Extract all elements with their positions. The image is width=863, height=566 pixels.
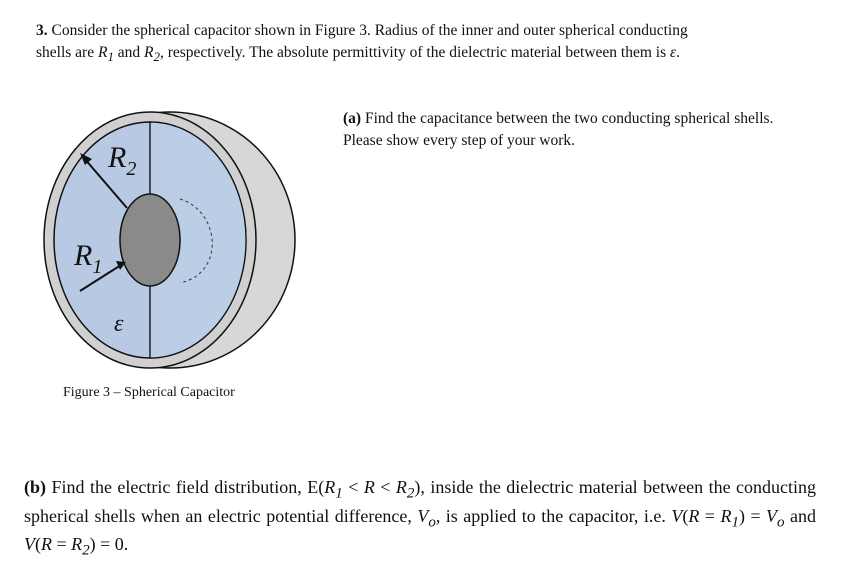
part-b-m2: R [363, 477, 375, 497]
r1-subscript: 1 [107, 49, 114, 65]
part-b-m6: R [688, 505, 700, 526]
part-b-t9: and [784, 505, 816, 526]
r2-label: $R_2$ [108, 141, 137, 180]
part-b-m3-letter: R [395, 477, 407, 497]
capacitor-diagram [30, 95, 310, 385]
part-b-m4-letter: V [417, 505, 429, 526]
part-b-t10: ( [35, 534, 41, 555]
part-b-t12: ) = 0. [89, 534, 129, 555]
part-b-t7: = [699, 505, 721, 526]
part-b-t2: < [342, 477, 364, 497]
part-b-t11: = [52, 534, 72, 555]
statement-line2-a: shells are [36, 44, 98, 61]
part-b-t3: < [374, 477, 396, 497]
part-b-m3 [395, 477, 415, 502]
problem-statement [36, 20, 836, 68]
part-b-m7-letter: R [720, 505, 732, 526]
r2-symbol [144, 44, 160, 65]
part-b-m1-letter: R [324, 477, 336, 497]
part-b-t1: Find the electric field distribution, E( [46, 477, 325, 497]
part-b-m8 [766, 505, 785, 531]
part-b-m11-letter: R [71, 534, 83, 555]
problem-number: 3. [36, 22, 48, 39]
part-b-t8: ) = [738, 505, 767, 526]
part-a [343, 108, 803, 152]
part-b-m4 [417, 505, 436, 531]
part-b-m1-sub: 1 [335, 485, 343, 502]
part-b-m1 [324, 477, 343, 502]
part-b-m7-sub: 1 [731, 514, 739, 531]
part-b-label: (b) [24, 477, 46, 497]
statement-period: . [676, 44, 680, 61]
epsilon-label: ε [114, 311, 124, 337]
part-b-m3-sub: 2 [406, 485, 415, 502]
part-b-m8-letter: V [766, 505, 778, 526]
part-b-m11-sub: 2 [82, 542, 90, 559]
part-b-t6: ( [682, 505, 689, 526]
r1-label: $R_1$ [74, 239, 103, 278]
statement-and: and [113, 44, 145, 61]
part-a-label: (a) [343, 110, 362, 127]
part-b-m11 [71, 534, 90, 559]
r1-letter: R [97, 44, 108, 61]
r1-symbol [97, 44, 114, 65]
r2-letter: R [144, 44, 154, 61]
statement-line2-b: , respectively. The absolute permittivity of the dielectric material between them is [159, 44, 671, 61]
part-b-t4: ), inside the dielectric material between the conducting spherical shells when an electric potential difference, [24, 477, 817, 526]
part-b-m9: V [24, 534, 35, 555]
figure-caption: Figure 3 – Spherical Capacitor [63, 385, 235, 400]
figure-spherical-capacitor [30, 95, 310, 385]
part-b-m7 [720, 505, 739, 531]
part-b-t5: , is applied to the capacitor, i.e. [435, 505, 672, 526]
part-b-m8-sub: o [777, 514, 785, 531]
statement-line1: Consider the spherical capacitor shown in Figure 3. Radius of the inner and outer spherical conducting [47, 22, 688, 39]
r2-subscript: 2 [153, 49, 160, 65]
part-b-m4-sub: o [428, 514, 436, 531]
part-b [24, 476, 816, 562]
inner-sphere [120, 194, 180, 286]
epsilon-symbol: ε [670, 44, 677, 61]
part-a-text: Find the capacitance between the two conducting spherical shells. Please show every step of your work. [343, 110, 774, 149]
part-b-m10: R [41, 534, 52, 555]
part-b-m5: V [671, 505, 683, 526]
